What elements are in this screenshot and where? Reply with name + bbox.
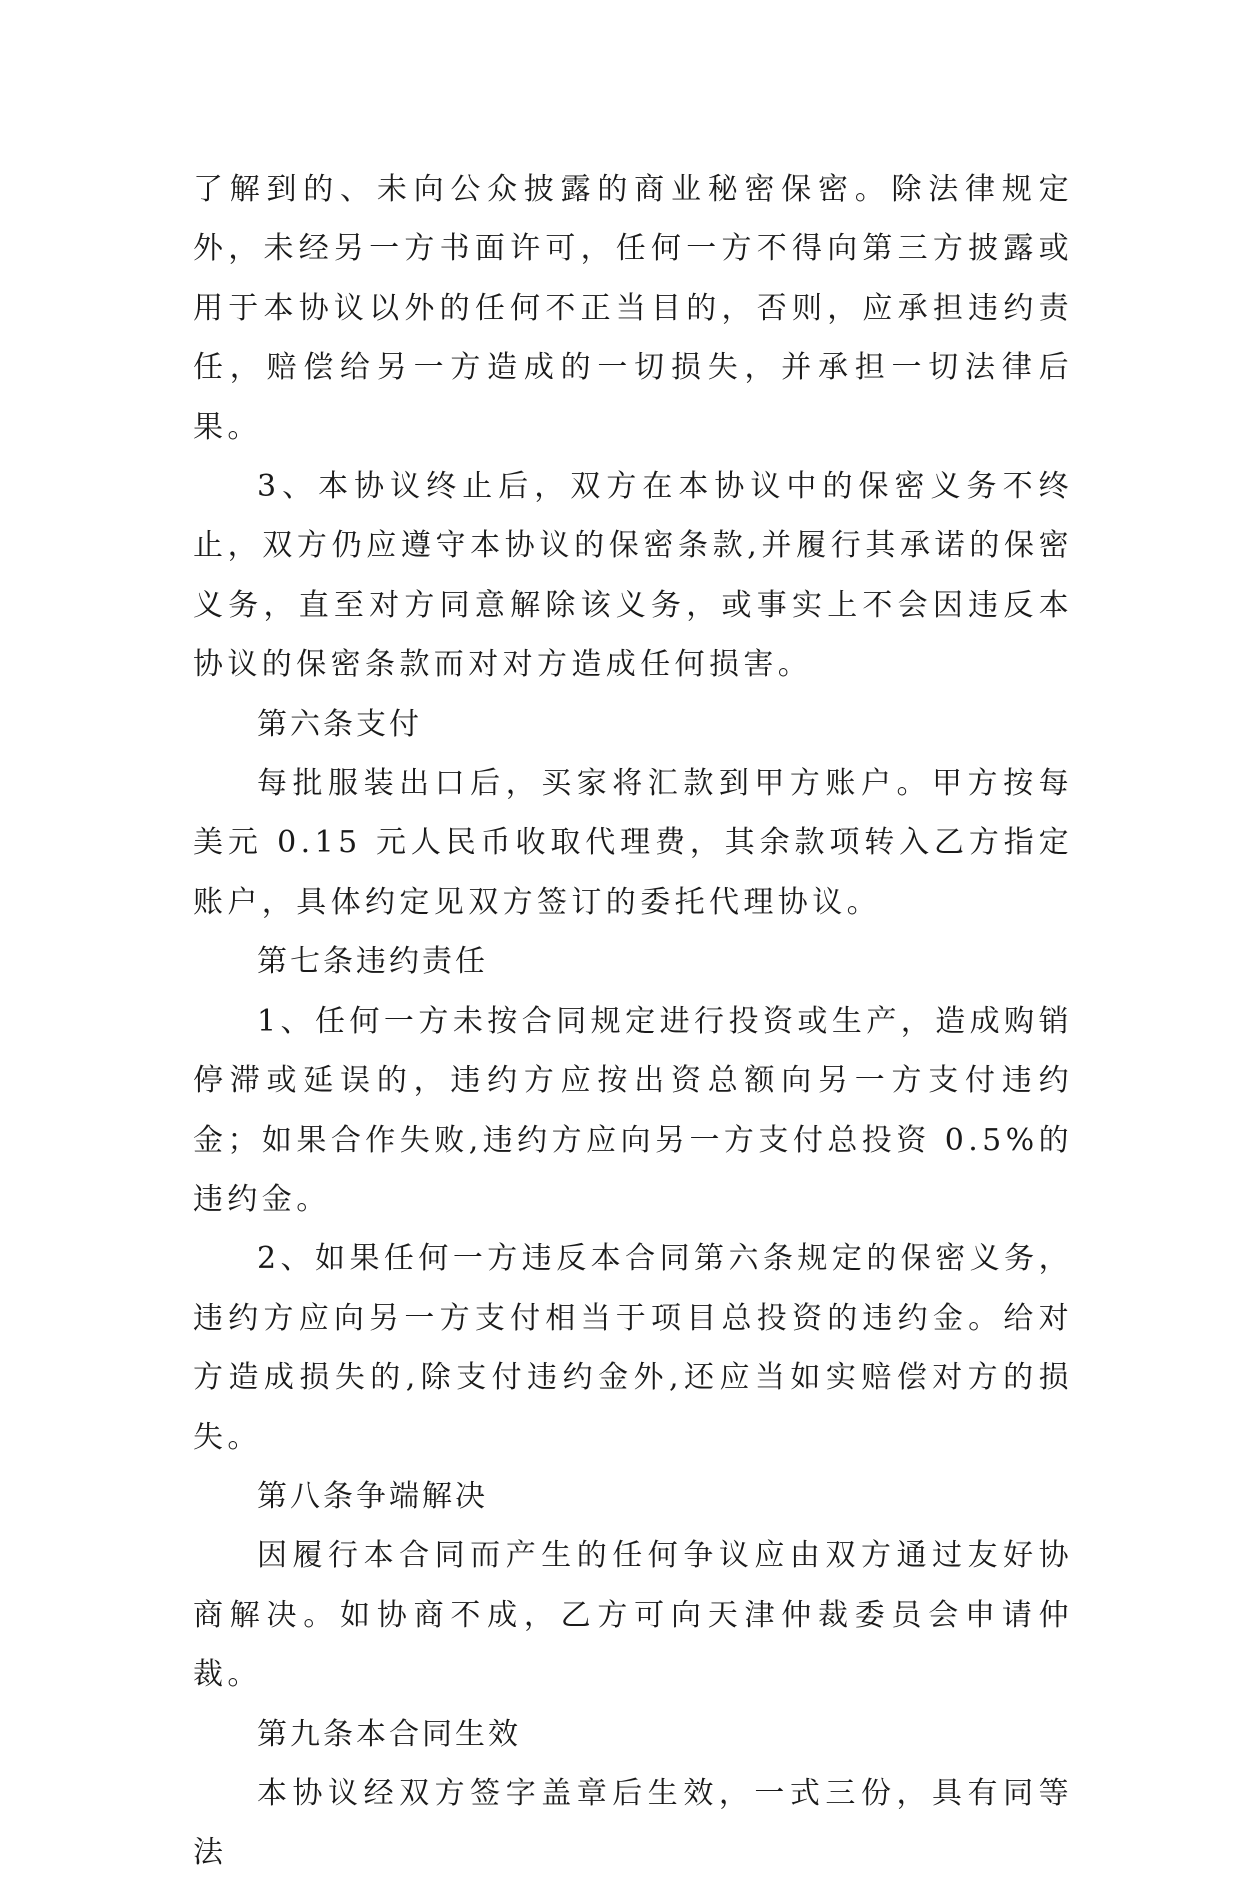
paragraph-disputes: 因履行本合同而产生的任何争议应由双方通过友好协商解决。如协商不成，乙方可向天津仲裁委员会申请仲裁。 [193, 1538, 1073, 1693]
paragraph-confidentiality-continued: 了解到的、未向公众披露的商业秘密保密。除法律规定外，未经另一方书面许可，任何一方不得向第三方披露或用于本协议以外的任何不正当目的，否则，应承担违约责任，赔偿给另一方造成的一切损失，并承担一切法律后果。 [193, 172, 1073, 445]
heading-article-7-liability: 第七条违约责任 [257, 944, 488, 980]
heading-article-9-effectiveness: 第九条本合同生效 [257, 1716, 521, 1752]
heading-article-6-payment: 第六条支付 [257, 706, 422, 742]
paragraph-effectiveness: 本协议经双方签字盖章后生效，一式三份，具有同等法 [193, 1775, 1073, 1871]
paragraph-liability-1: 1、任何一方未按合同规定进行投资或生产，造成购销停滞或延误的，违约方应按出资总额向另一方支付违约金；如果合作失败,违约方应向另一方支付总投资 0.5%的违约金。 [193, 1003, 1073, 1217]
paragraph-liability-2: 2、如果任何一方违反本合同第六条规定的保密义务，违约方应向另一方支付相当于项目总投资的违约金。给对方造成损失的,除支付违约金外,还应当如实赔偿对方的损失。 [193, 1241, 1073, 1455]
heading-article-8-disputes: 第八条争端解决 [257, 1478, 488, 1514]
paragraph-payment: 每批服装出口后，买家将汇款到甲方账户。甲方按每美元 0.15 元人民币收取代理费，其余款项转入乙方指定账户，具体约定见双方签订的委托代理协议。 [193, 766, 1073, 920]
document-body [193, 160, 1073, 1883]
paragraph-confidentiality-after-termination: 3、本协议终止后，双方在本协议中的保密义务不终止，双方仍应遵守本协议的保密条款,并履行其承诺的保密义务，直至对方同意解除该义务，或事实上不会因违反本协议的保密条款而对对方造成任何损害。 [193, 469, 1073, 683]
